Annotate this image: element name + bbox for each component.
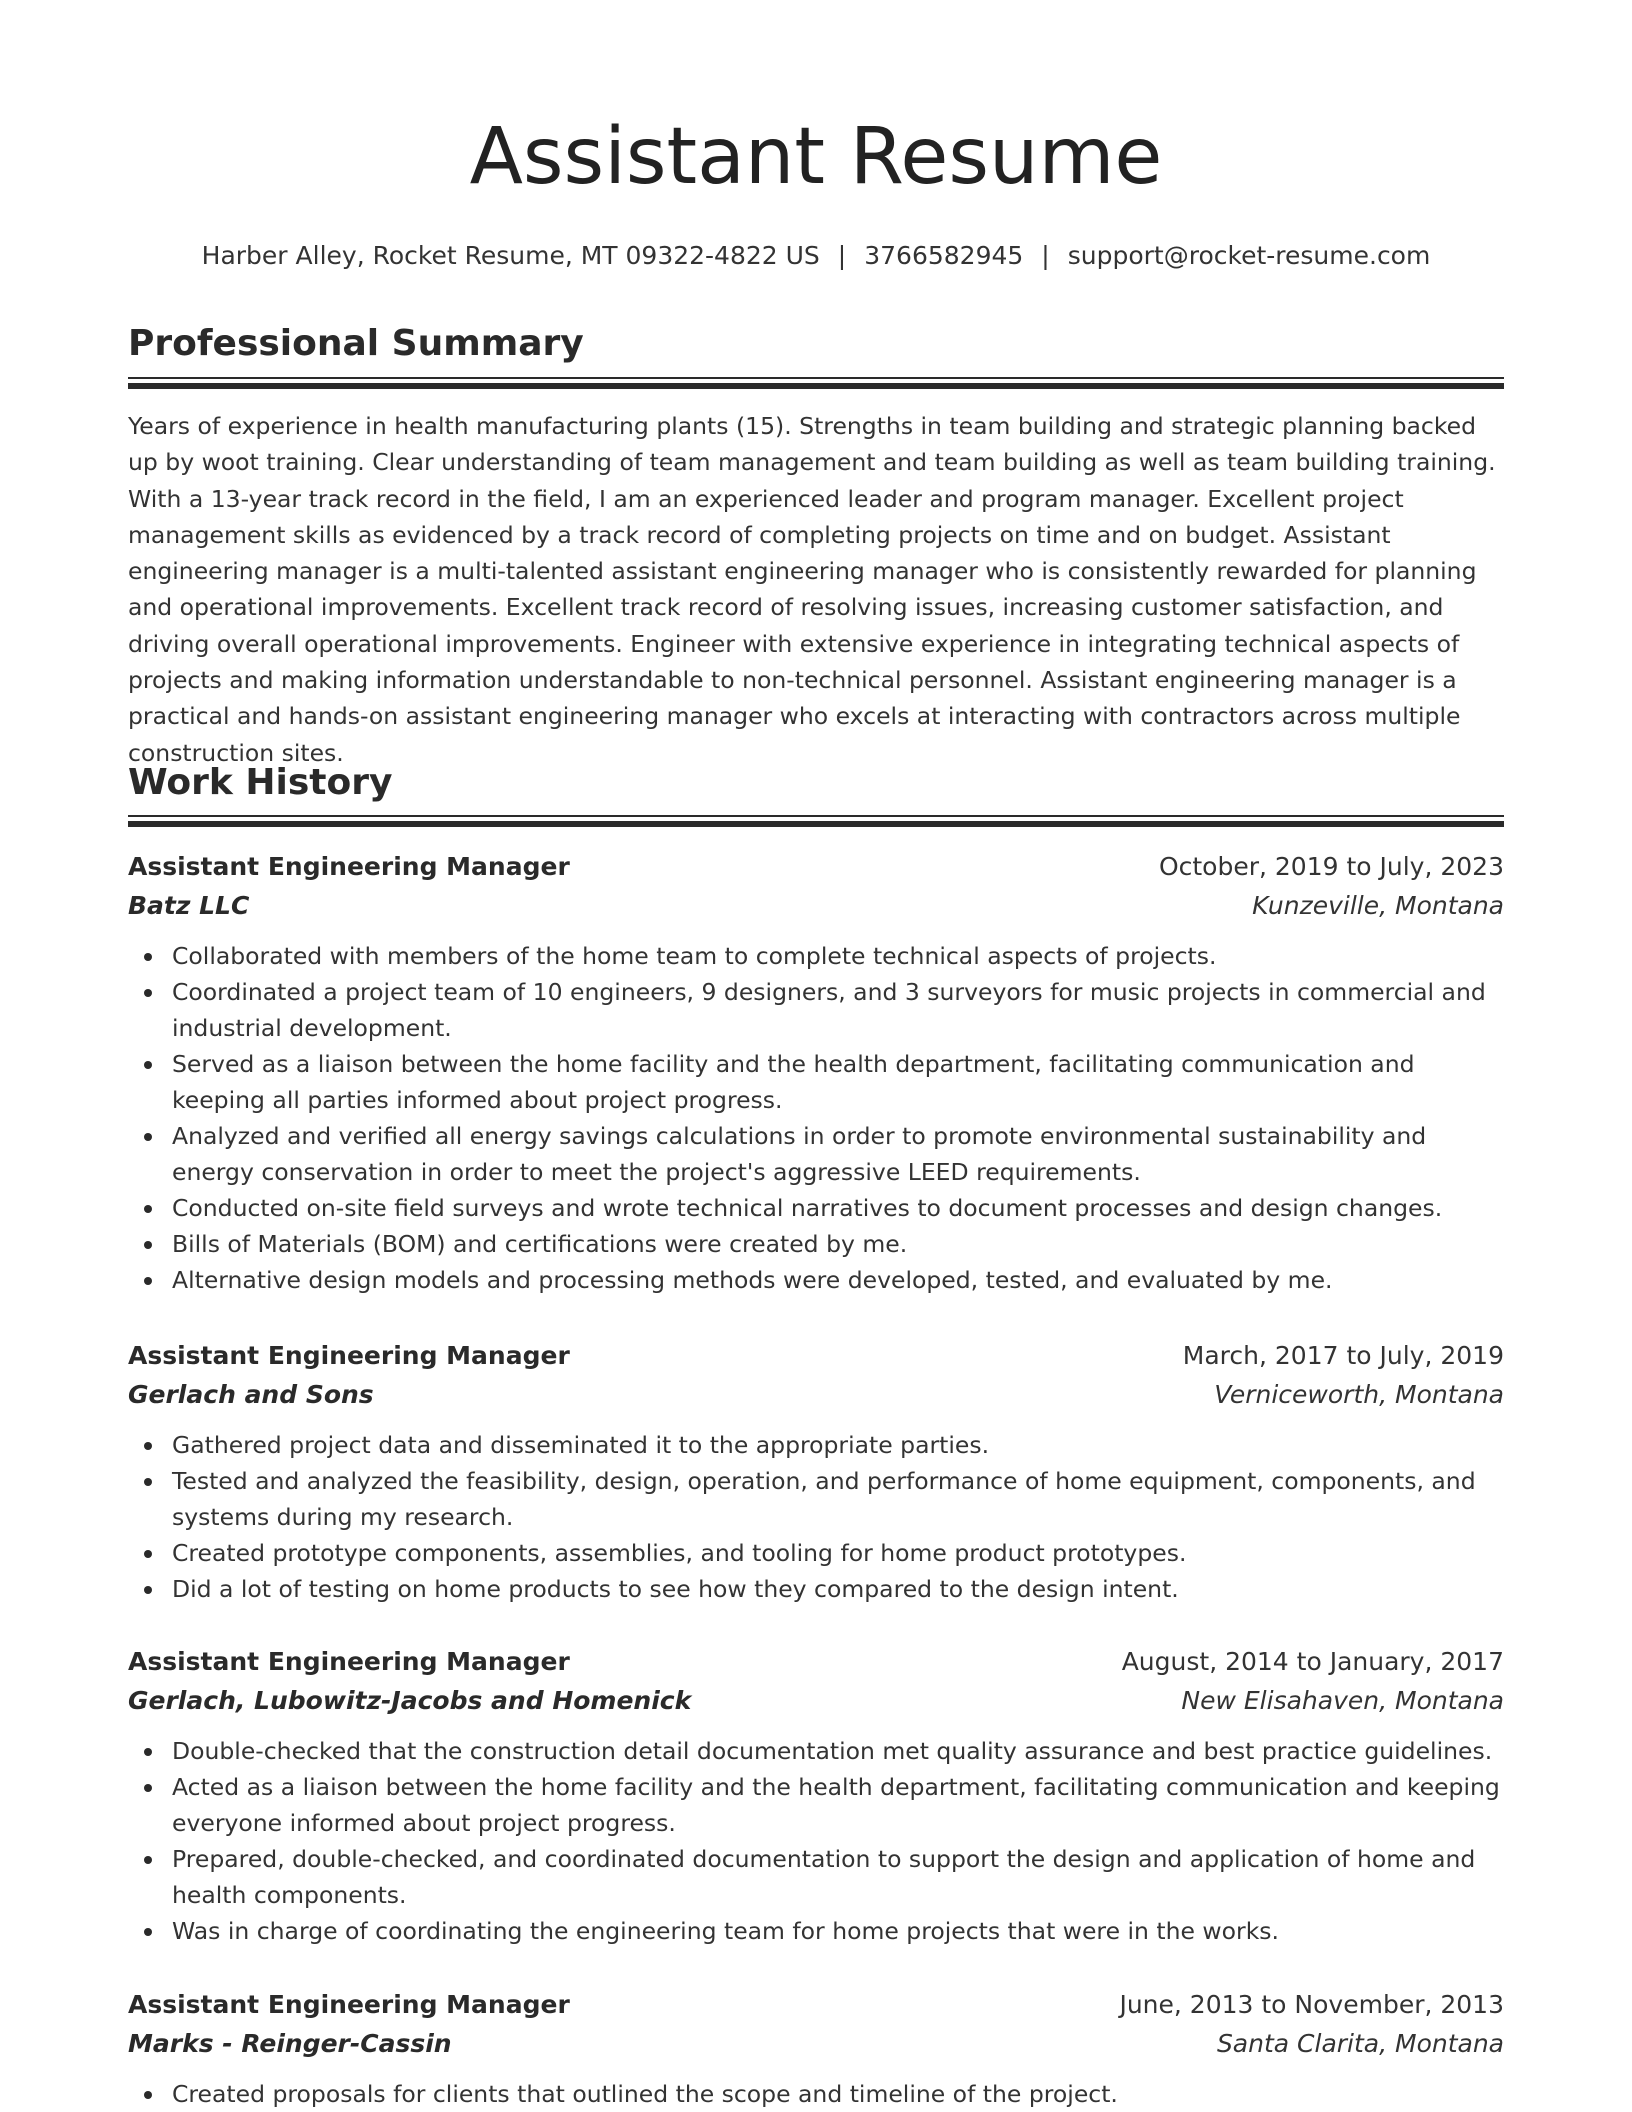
job-bullet: Was in charge of coordinating the engineering team for home projects that were in the works. [128,1913,1504,1949]
job-bullet: Gathered project data and disseminated it to the appropriate parties. [128,1427,1504,1463]
section-rule [128,821,1504,827]
section-rule [128,377,1504,379]
contact-separator: | [1041,241,1050,270]
contact-separator: | [837,241,847,270]
job-title: Assistant Engineering Manager [128,852,570,881]
job-dates: August, 2014 to January, 2017 [1121,1647,1504,1676]
section-rule [128,383,1504,389]
job-location: Kunzeville, Montana [1252,891,1504,920]
job-dates: March, 2017 to July, 2019 [1182,1341,1504,1370]
job-bullet-list [128,1733,1504,1949]
job-bullet: Alternative design models and processing methods were developed, tested, and evaluated by me. [128,1262,1504,1298]
section-heading-summary: Professional Summary [128,323,584,364]
job-bullet: Collaborated with members of the home team to complete technical aspects of projects. [128,938,1504,974]
job-bullet-list [128,938,1504,1298]
job-company: Batz LLC [128,891,250,920]
job-bullet: Analyzed and verified all energy savings calculations in order to promote environmental sustainability and energy conservation in order to meet the project's aggressive LEED requirements. [128,1118,1504,1190]
job-bullet: Acted as a liaison between the home facility and the health department, facilitating communication and keeping everyone informed about project progress. [128,1769,1504,1841]
job-entry [128,1643,1504,1949]
contact-email: support@rocket-resume.com [1067,241,1431,270]
job-title: Assistant Engineering Manager [128,1990,570,2019]
job-bullet: Conducted on-site field surveys and wrote technical narratives to document processes and design changes. [128,1190,1504,1226]
job-entry [128,1337,1504,1607]
job-bullet: Double-checked that the construction detail documentation met quality assurance and best practice guidelines. [128,1733,1504,1769]
contact-address: Harber Alley, Rocket Resume, MT 09322-4822 US [201,241,820,270]
job-bullet: Served as a liaison between the home facility and the health department, facilitating communication and keeping all parties informed about project progress. [128,1046,1504,1118]
job-location: New Elisahaven, Montana [1181,1686,1504,1715]
resume-title: Assistant Resume [469,112,1163,202]
job-bullet: Tested and analyzed the feasibility, design, operation, and performance of home equipment, components, and systems during my research. [128,1463,1504,1535]
job-bullet: Bills of Materials (BOM) and certifications were created by me. [128,1226,1504,1262]
job-dates: October, 2019 to July, 2023 [1158,852,1504,881]
job-company: Marks - Reinger-Cassin [128,2029,452,2058]
job-location: Santa Clarita, Montana [1216,2029,1504,2058]
job-company: Gerlach and Sons [128,1380,374,1409]
job-entry [128,848,1504,1298]
job-title: Assistant Engineering Manager [128,1647,570,1676]
job-company: Gerlach, Lubowitz-Jacobs and Homenick [128,1686,692,1715]
contact-phone: 3766582945 [864,241,1024,270]
job-dates: June, 2013 to November, 2013 [1119,1990,1504,2019]
section-heading-work-history: Work History [128,762,393,803]
section-rule [128,815,1504,817]
job-bullet-list [128,1427,1504,1607]
job-bullet: Created prototype components, assemblies, and tooling for home product prototypes. [128,1535,1504,1571]
job-entry [128,1986,1504,2112]
summary-text: Years of experience in health manufacturing plants (15). Strengths in team building and strategic planning backed up by woot training. Clear understanding of team management and team building as well as team building training. With a 13-year track record in the field, I am an experienced leader and program manager. Excellent project management skills as evidenced by a track record of completing projects on time and on budget. Assistant engineering manager is a multi-talented assistant engineering manager who is consistently rewarded for planning and operational improvements. Excellent track record of resolving issues, increasing customer satisfaction, and driving overall operational improvements. Engineer with extensive experience in integrating technical aspects of projects and making information understandable to non-technical personnel. Assistant engineering manager is a practical and hands-on assistant engineering manager who excels at interacting with contractors across multiple construction sites. [128,412,1496,767]
job-bullet: Prepared, double-checked, and coordinated documentation to support the design and application of home and health components. [128,1841,1504,1913]
job-bullet-list [128,2076,1504,2112]
job-bullet: Coordinated a project team of 10 engineers, 9 designers, and 3 surveyors for music projects in commercial and industrial development. [128,974,1504,1046]
job-bullet: Did a lot of testing on home products to see how they compared to the design intent. [128,1571,1504,1607]
job-bullet: Created proposals for clients that outlined the scope and timeline of the project. [128,2076,1504,2112]
job-title: Assistant Engineering Manager [128,1341,570,1370]
contact-line [0,241,1632,271]
job-location: Verniceworth, Montana [1214,1380,1504,1409]
